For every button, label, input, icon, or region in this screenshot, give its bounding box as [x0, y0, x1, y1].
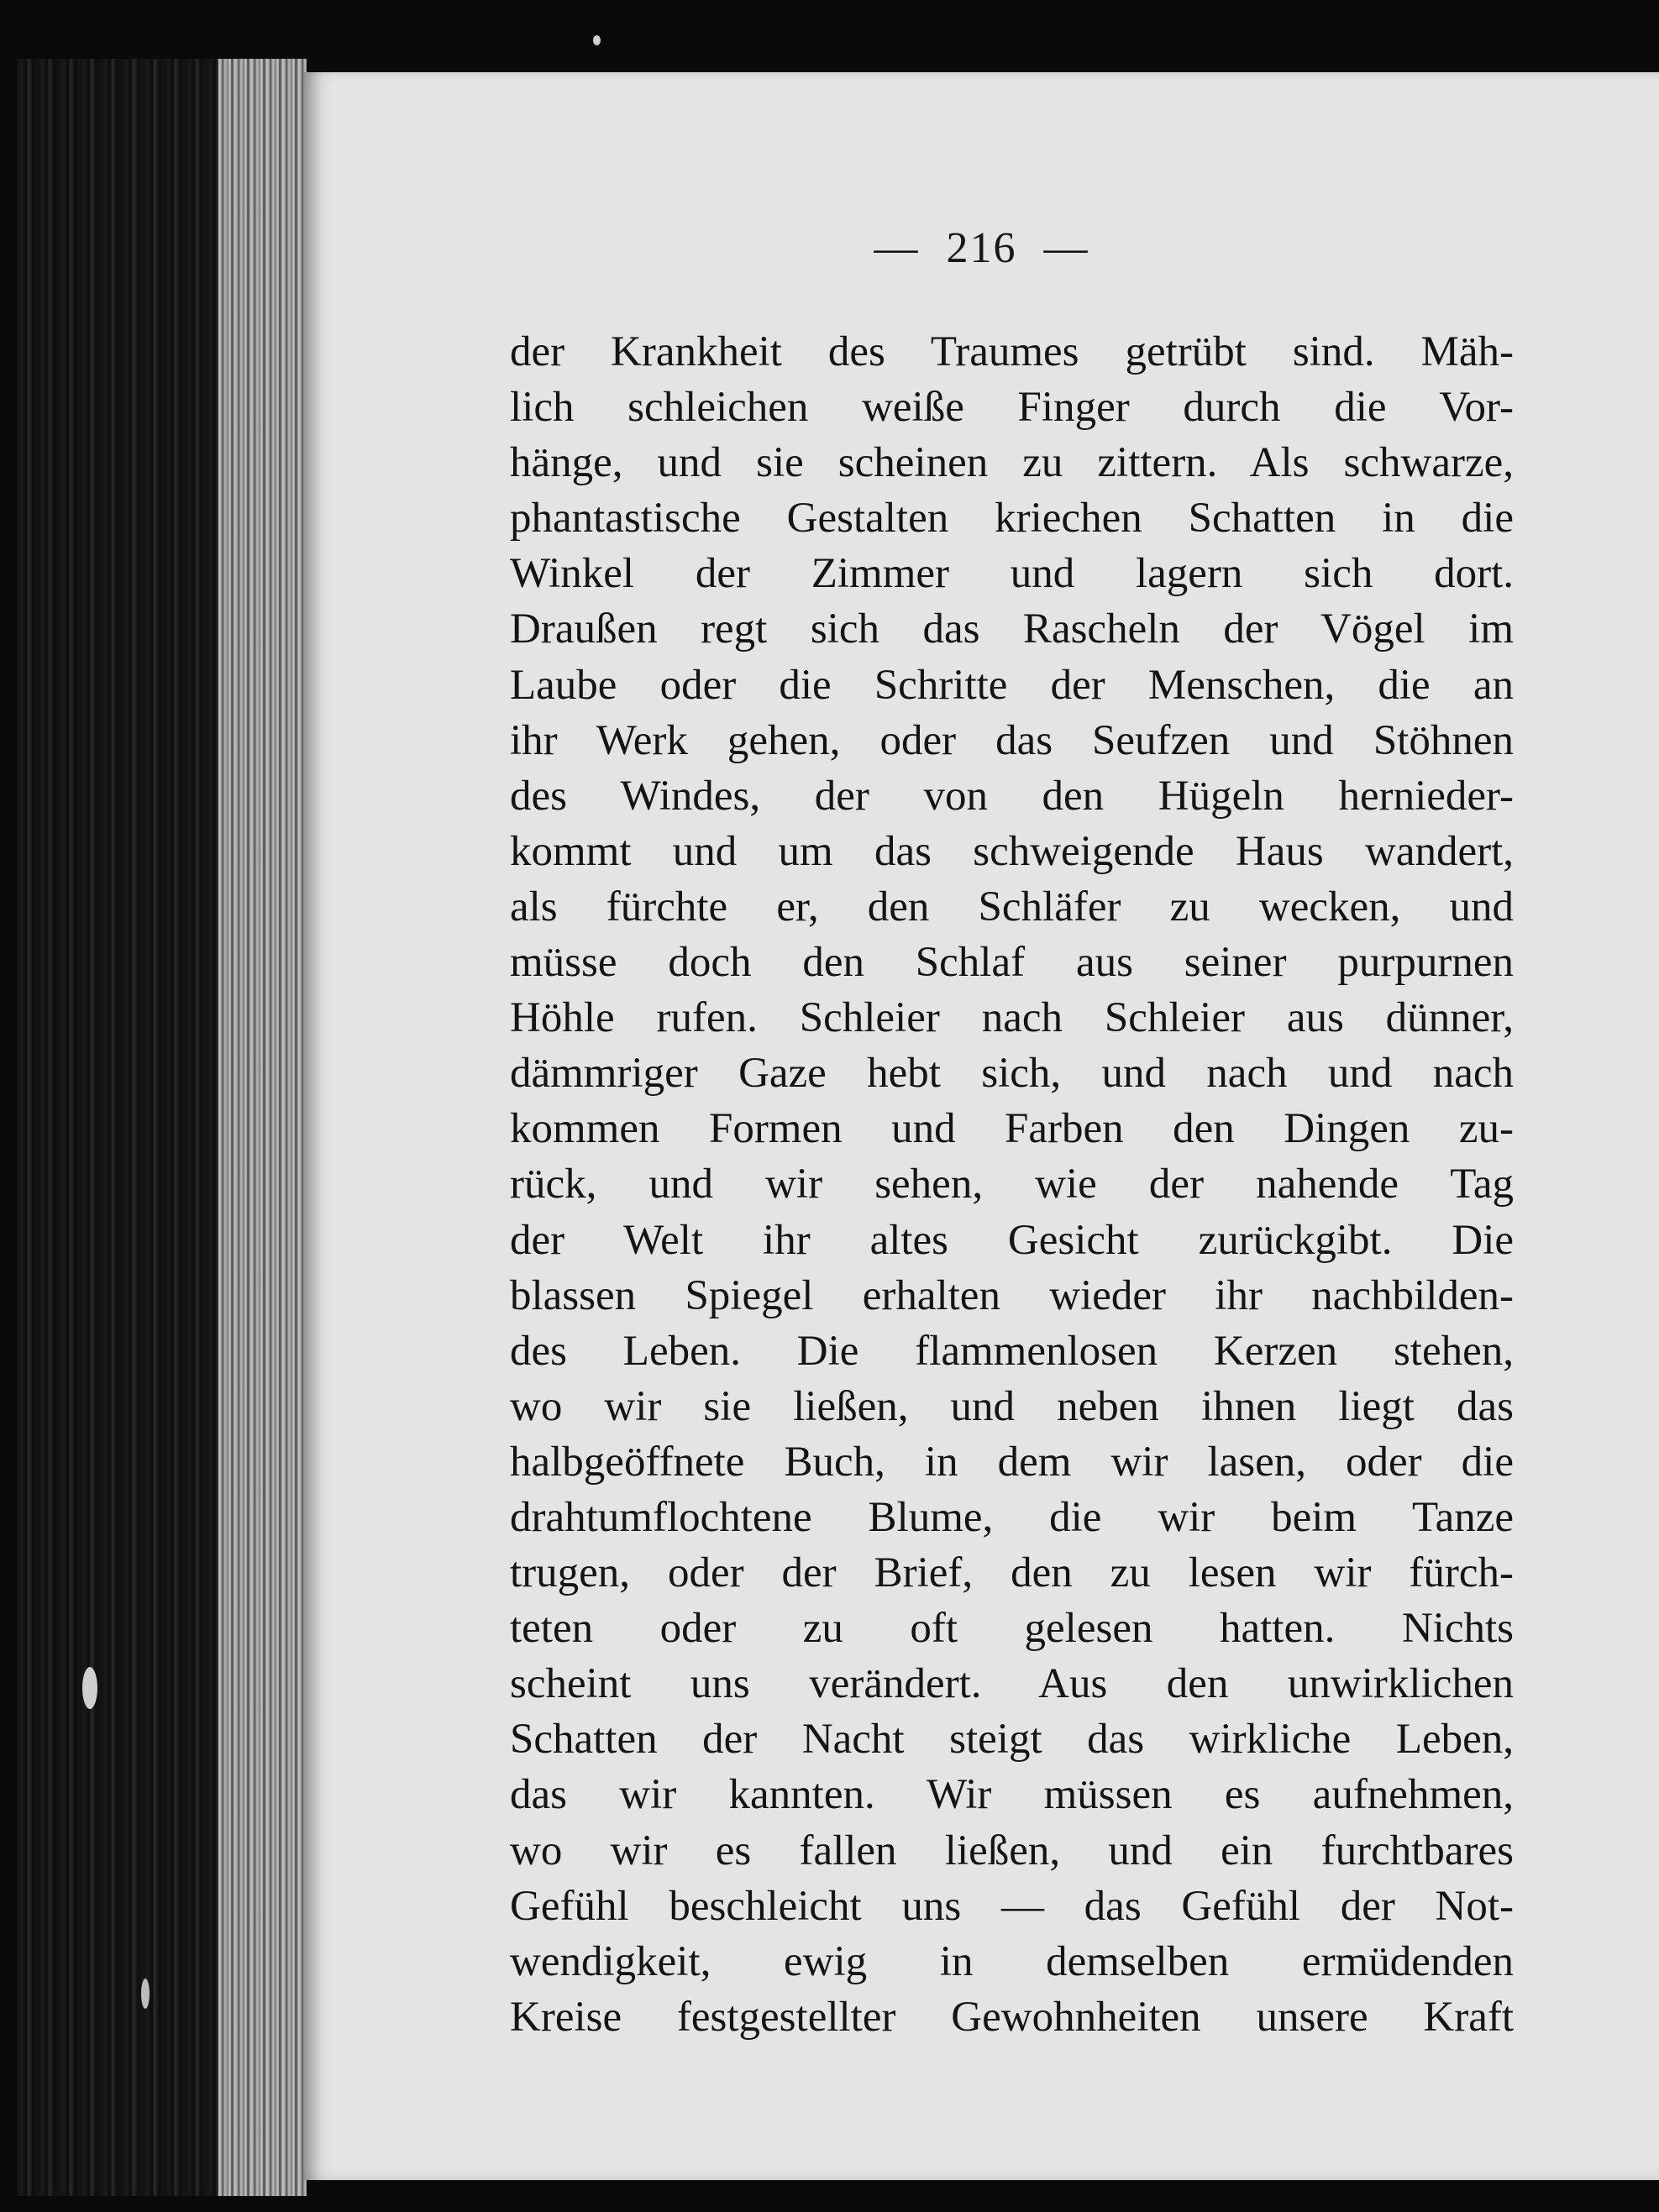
- text-line: trugen, oder der Brief, den zu lesen wir fürch-: [510, 1549, 1514, 1597]
- text-line: der Krankheit des Traumes getrübt sind. Mäh-: [510, 328, 1514, 375]
- page-sheet: [304, 72, 1659, 2180]
- page-number: 216: [946, 224, 1017, 272]
- text-line: Schatten der Nacht steigt das wirkliche Leben,: [510, 1716, 1514, 1764]
- text-line: wo wir es fallen ließen, und ein furchtbares: [510, 1827, 1514, 1874]
- text-line: kommt und um das schweigende Haus wandert,: [510, 827, 1514, 875]
- book-page-edges: [17, 59, 307, 2196]
- text-line: Höhle rufen. Schleier nach Schleier aus dünner,: [510, 994, 1514, 1042]
- text-line: Winkel der Zimmer und lagern sich dort.: [510, 550, 1514, 598]
- page-number-header: [304, 223, 1659, 273]
- text-line: lich schleichen weiße Finger durch die Vor-: [510, 384, 1514, 432]
- body-text: [510, 324, 1514, 2045]
- text-line: Draußen regt sich das Rascheln der Vögel im: [510, 605, 1514, 653]
- text-line: wo wir sie ließen, und neben ihnen liegt das: [510, 1382, 1514, 1430]
- text-line: blassen Spiegel erhalten wieder ihr nachbilden-: [510, 1271, 1514, 1319]
- scan-speck: [82, 1667, 97, 1709]
- text-line: wendigkeit, ewig in demselben ermüdenden: [510, 1937, 1514, 1985]
- scan-speck: [593, 35, 601, 45]
- header-dash-left: —: [874, 224, 920, 272]
- text-line: ihr Werk gehen, oder das Seufzen und Stöhnen: [510, 716, 1514, 764]
- text-line: scheint uns verändert. Aus den unwirklichen: [510, 1660, 1514, 1708]
- text-line: dämmriger Gaze hebt sich, und nach und nach: [510, 1050, 1514, 1098]
- header-dash-right: —: [1043, 224, 1089, 272]
- text-line: hänge, und sie scheinen zu zittern. Als schwarze,: [510, 439, 1514, 487]
- text-line: des Leben. Die flammenlosen Kerzen stehen,: [510, 1327, 1514, 1375]
- text-line: müsse doch den Schlaf aus seiner purpurnen: [510, 939, 1514, 987]
- text-line: kommen Formen und Farben den Dingen zu-: [510, 1105, 1514, 1153]
- text-line: des Windes, der von den Hügeln hernieder-: [510, 772, 1514, 820]
- text-line: halbgeöffnete Buch, in dem wir lasen, oder die: [510, 1438, 1514, 1486]
- text-line: der Welt ihr altes Gesicht zurückgibt. Die: [510, 1216, 1514, 1264]
- text-line: teten oder zu oft gelesen hatten. Nichts: [510, 1605, 1514, 1653]
- text-line: Gefühl beschleicht uns — das Gefühl der Not-: [510, 1882, 1514, 1930]
- scan-speck: [141, 1979, 150, 2009]
- text-line: als fürchte er, den Schläfer zu wecken, und: [510, 883, 1514, 930]
- text-line: drahtumflochtene Blume, die wir beim Tanze: [510, 1493, 1514, 1541]
- text-line: Kreise festgestellter Gewohnheiten unsere Kraft: [510, 1993, 1514, 2041]
- text-line: rück, und wir sehen, wie der nahende Tag: [510, 1161, 1514, 1208]
- text-line: das wir kannten. Wir müssen es aufnehmen,: [510, 1771, 1514, 1819]
- text-line: phantastische Gestalten kriechen Schatten in die: [510, 495, 1514, 543]
- text-line: Laube oder die Schritte der Menschen, die an: [510, 661, 1514, 709]
